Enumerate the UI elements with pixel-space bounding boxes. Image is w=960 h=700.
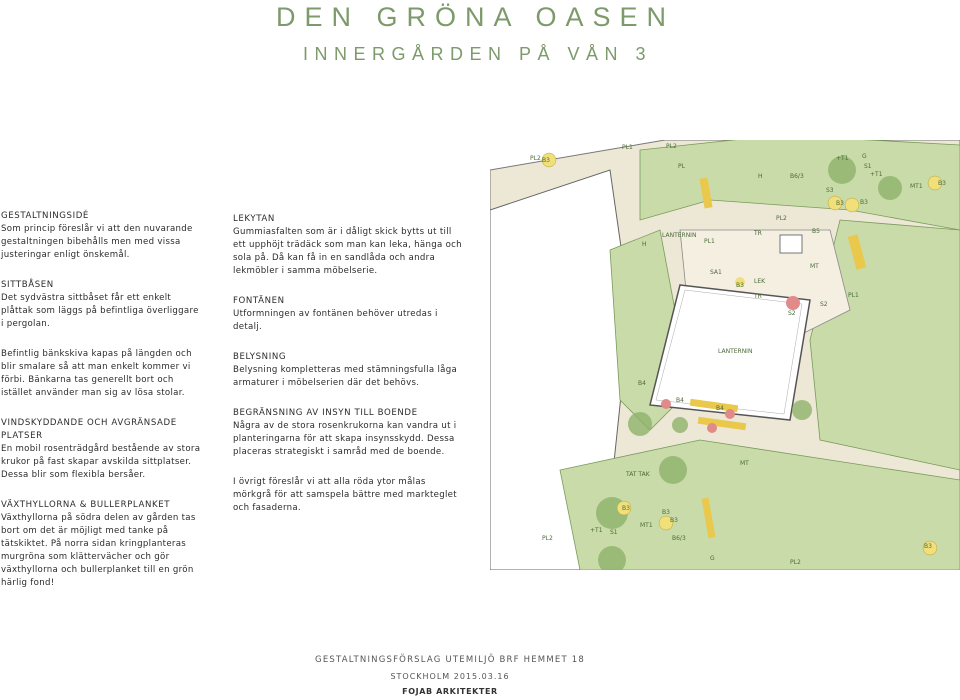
- plan-label: B3: [670, 517, 678, 524]
- section-sittbasen: [1, 279, 201, 331]
- site-plan: [490, 140, 960, 570]
- plan-label: B3: [622, 505, 630, 512]
- plan-label: G: [710, 555, 715, 562]
- plan-label: +T1: [590, 527, 603, 534]
- plan-label: LANTERNIN: [662, 232, 697, 239]
- tree: [659, 456, 687, 484]
- plan-label: TR: [754, 293, 762, 300]
- section-heading: VINDSKYDDANDE OCH AVGRÄNSADE PLATSER: [1, 418, 177, 441]
- plan-label: G: [862, 153, 867, 160]
- plan-label: B3: [542, 157, 550, 164]
- footer-architect: FOJAB ARKITEKTER: [402, 687, 498, 696]
- section-insyn: [233, 407, 463, 459]
- section-body: Växthyllorna på södra delen av gården tas bort om det är möjligt med tanke på tätskiktet. På norra sidan kringplanteras murgröna som klättervächer och gör växthyllorna och bullerplanket till en grön härlig fond!: [1, 513, 196, 588]
- tree: [672, 417, 688, 433]
- rose-pot: [786, 296, 800, 310]
- plan-label: B3: [938, 180, 946, 187]
- plan-label: +T1: [870, 171, 883, 178]
- section-body: Det sydvästra sittbåset får ett enkelt plåttak som läggs på befintliga överliggare i pergolan.: [1, 293, 199, 329]
- plan-label: H: [758, 173, 763, 180]
- plan-label: B5: [812, 228, 820, 235]
- section-gestaltningside: [1, 210, 201, 262]
- left-text-column: [1, 210, 201, 607]
- plan-label: TR: [754, 230, 762, 237]
- plan-label: B6/3: [790, 173, 804, 180]
- plan-label: S3: [826, 187, 834, 194]
- plan-label: PL1: [704, 238, 715, 245]
- section-roda-ytor: [233, 476, 463, 515]
- plan-label: TAT TAK: [626, 471, 650, 478]
- tree: [878, 176, 902, 200]
- plan-label: MT: [740, 460, 749, 467]
- section-heading: LEKYTAN: [233, 214, 275, 224]
- section-vaxthyllorna: [1, 499, 201, 590]
- plan-label: PL2: [776, 215, 787, 222]
- plan-label: PL2: [790, 559, 801, 566]
- section-vindskydd: [1, 417, 201, 482]
- section-body: Som princip föreslår vi att den nuvarande gestaltningen bibehålls men med vissa justeringar enligt önskemål.: [1, 224, 193, 260]
- plan-label: B3: [836, 200, 844, 207]
- plan-label: SA1: [710, 269, 722, 276]
- plan-label: MT: [810, 263, 819, 270]
- tree: [628, 412, 652, 436]
- section-belysning: [233, 351, 463, 390]
- section-heading: VÄXTHYLLORNA & BULLERPLANKET: [1, 500, 171, 510]
- planter: [845, 198, 859, 212]
- page-title: DEN GRÖNA OASEN: [276, 2, 676, 32]
- section-body: Befintlig bänkskiva kapas på längden och blir smalare så att man enkelt kommer vi förbi. Bänkarna tas generellt bort och istället använder man sig av lösa stolar.: [1, 349, 192, 398]
- section-body: Gummiasfalten som är i dåligt skick bytts ut till ett upphöjt trädäck som man kan leka, hänga och sola på. Då kan få in en sandlåda och andra lekmöbler i samma möbelserie.: [233, 227, 462, 276]
- section-fontanen: [233, 295, 463, 334]
- section-body: En mobil rosenträdgård bestående av stora krukor på fast skapar avskilda sittplatser. Dessa blir som flexibla bersåer.: [1, 444, 201, 480]
- section-lekytan: [233, 213, 463, 278]
- plan-label: S2: [820, 301, 828, 308]
- footer-date: STOCKHOLM 2015.03.16: [390, 672, 510, 681]
- section-bankskiva: [1, 348, 201, 400]
- plan-label: H: [642, 241, 647, 248]
- plan-label: MT1: [640, 522, 653, 529]
- section-heading: BEGRÄNSNING AV INSYN TILL BOENDE: [233, 408, 418, 418]
- plan-label: S2: [788, 310, 796, 317]
- plan-label: PL1: [622, 144, 633, 151]
- plan-label: B3: [662, 509, 670, 516]
- section-body: Utformningen av fontänen behöver utredas i detalj.: [233, 309, 438, 332]
- section-body: Några av de stora rosenkrukorna kan vandra ut i planteringarna för att skapa insynsskydd. Dessa placeras strategiskt i samråd med de boende.: [233, 421, 457, 457]
- plan-label: B4: [716, 405, 724, 412]
- plan-label: PL: [678, 163, 685, 170]
- section-body: Belysning kompletteras med stämningsfulla låga armaturer i möbelserien där det behövs.: [233, 365, 458, 388]
- plan-label: PL2: [666, 143, 677, 150]
- plan-label: LEK: [754, 278, 766, 285]
- plan-label: B3: [736, 282, 744, 289]
- plan-label: B4: [638, 380, 646, 387]
- plan-label: B3: [924, 543, 932, 550]
- plan-label: LANTERNIN: [718, 348, 753, 355]
- section-heading: BELYSNING: [233, 352, 287, 362]
- rose-pot: [661, 399, 671, 409]
- plan-label: B4: [676, 397, 684, 404]
- plan-label: MT1: [910, 183, 923, 190]
- tree: [792, 400, 812, 420]
- section-body: I övrigt föreslår vi att alla röda ytor målas mörkgrå för att samspela bättre med marktеglet och fasaderna.: [233, 477, 457, 513]
- plan-label: B6/3: [672, 535, 686, 542]
- section-heading: SITTBÅSEN: [1, 280, 54, 290]
- section-heading: GESTALTNINGSIDÉ: [1, 211, 89, 221]
- plan-label: PL2: [530, 155, 541, 162]
- plan-label: PL1: [848, 292, 859, 299]
- plan-label: S1: [610, 529, 618, 536]
- rose-pot: [707, 423, 717, 433]
- footer-project-title: GESTALTNINGSFÖRSLAG UTEMILJÖ BRF HEMMET 18: [315, 655, 585, 665]
- section-heading: FONTÄNEN: [233, 296, 285, 306]
- plan-label: PL2: [542, 535, 553, 542]
- page-subtitle: INNERGÅRDEN PÅ VÅN 3: [303, 44, 653, 64]
- plan-label: B3: [860, 199, 868, 206]
- plan-label: +T1: [836, 155, 849, 162]
- middle-text-column: [233, 213, 463, 532]
- play-structure: [780, 235, 802, 253]
- site-plan-drawing: [490, 140, 960, 570]
- plan-label: S1: [864, 163, 872, 170]
- rose-pot: [725, 409, 735, 419]
